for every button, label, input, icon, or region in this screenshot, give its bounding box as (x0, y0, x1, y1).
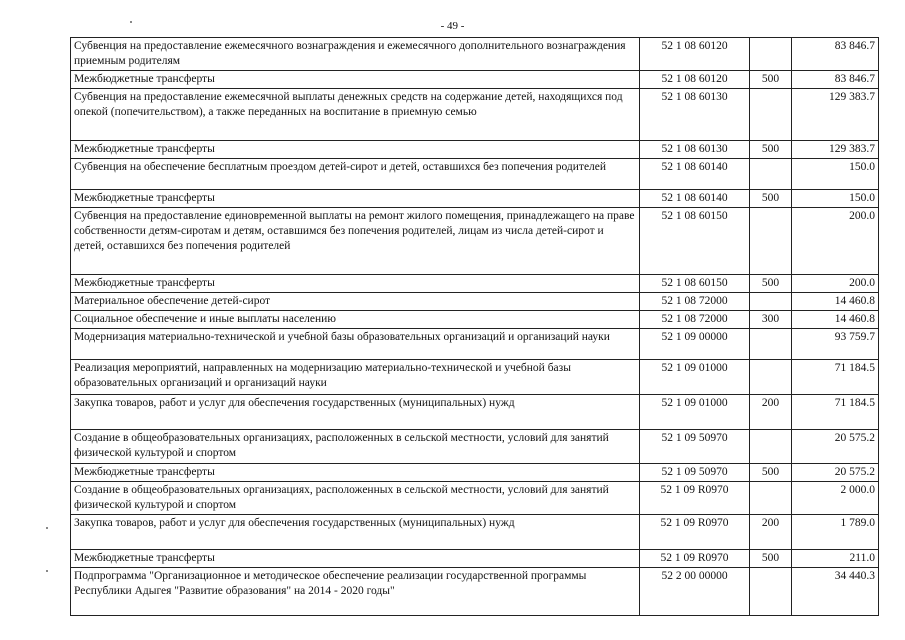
row-sum: 129 383.7 (792, 89, 879, 141)
row-code: 52 1 09 R0970 (640, 550, 750, 568)
row-type (750, 482, 792, 515)
row-sum: 14 460.8 (792, 311, 879, 329)
row-code: 52 1 08 72000 (640, 311, 750, 329)
table-row (71, 395, 879, 430)
table-row (71, 568, 879, 616)
row-sum: 2 000.0 (792, 482, 879, 515)
row-code: 52 1 09 R0970 (640, 515, 750, 550)
row-sum: 20 575.2 (792, 430, 879, 464)
table-row (71, 293, 879, 311)
row-sum: 200.0 (792, 275, 879, 293)
table-row (71, 141, 879, 159)
row-type: 200 (750, 515, 792, 550)
table-row (71, 515, 879, 550)
row-sum: 71 184.5 (792, 395, 879, 430)
row-code: 52 1 09 01000 (640, 395, 750, 430)
row-sum: 93 759.7 (792, 329, 879, 360)
row-code: 52 1 08 60150 (640, 208, 750, 275)
row-type: 500 (750, 71, 792, 89)
row-sum: 34 440.3 (792, 568, 879, 616)
row-name: Создание в общеобразовательных организациях, расположенных в сельской местности, условий для занятий физической культурой и спортом (71, 430, 640, 464)
row-type: 500 (750, 275, 792, 293)
table-row (71, 329, 879, 360)
row-sum: 150.0 (792, 159, 879, 190)
row-name: Подпрограмма "Организационное и методическое обеспечение реализации государственной программы Республики Адыгея "Развитие образования" на 2014 - 2020 годы" (71, 568, 640, 616)
row-name: Модернизация материально-технической и учебной базы образовательных организаций и организаций науки (71, 329, 640, 360)
row-type: 500 (750, 141, 792, 159)
row-sum: 83 846.7 (792, 71, 879, 89)
table-row (71, 71, 879, 89)
row-code: 52 1 09 R0970 (640, 482, 750, 515)
row-name: Межбюджетные трансферты (71, 464, 640, 482)
scan-speck (46, 527, 48, 529)
row-code: 52 1 08 60130 (640, 89, 750, 141)
row-name: Материальное обеспечение детей-сирот (71, 293, 640, 311)
row-code: 52 1 09 50970 (640, 430, 750, 464)
row-sum: 1 789.0 (792, 515, 879, 550)
row-name: Субвенция на обеспечение бесплатным проездом детей-сирот и детей, оставшихся без попечения родителей (71, 159, 640, 190)
row-code: 52 1 08 60140 (640, 190, 750, 208)
table-row (71, 550, 879, 568)
row-code: 52 1 08 60130 (640, 141, 750, 159)
row-type: 200 (750, 395, 792, 430)
row-code: 52 1 08 60120 (640, 71, 750, 89)
table-row (71, 482, 879, 515)
scan-speck (130, 21, 132, 23)
row-type (750, 38, 792, 71)
row-name: Межбюджетные трансферты (71, 141, 640, 159)
row-name: Закупка товаров, работ и услуг для обеспечения государственных (муниципальных) нужд (71, 395, 640, 430)
row-sum: 200.0 (792, 208, 879, 275)
row-code: 52 1 08 60140 (640, 159, 750, 190)
row-code: 52 1 09 01000 (640, 360, 750, 395)
row-type (750, 208, 792, 275)
row-sum: 20 575.2 (792, 464, 879, 482)
scan-speck (46, 570, 48, 572)
row-code: 52 1 08 72000 (640, 293, 750, 311)
row-name: Реализация мероприятий, направленных на модернизацию материально-технической и учебной базы образовательных организаций и организаций науки (71, 360, 640, 395)
page-number: - 49 - (440, 20, 465, 32)
table-row (71, 430, 879, 464)
budget-table (70, 37, 879, 616)
row-name: Межбюджетные трансферты (71, 190, 640, 208)
row-code: 52 1 09 00000 (640, 329, 750, 360)
row-type: 500 (750, 464, 792, 482)
row-name: Субвенция на предоставление ежемесячной выплаты денежных средств на содержание детей, находящихся под опекой (попечительством), а также переданных на воспитание в приемную семью (71, 89, 640, 141)
row-name: Закупка товаров, работ и услуг для обеспечения государственных (муниципальных) нужд (71, 515, 640, 550)
row-name: Межбюджетные трансферты (71, 550, 640, 568)
table-row (71, 89, 879, 141)
table-row (71, 208, 879, 275)
row-type (750, 159, 792, 190)
row-name: Субвенция на предоставление единовременной выплаты на ремонт жилого помещения, принадлежащего на праве собственности детям-сиротам и детям, оставшимся без попечения родителей, лицам из числа детей-сирот и детей, оставшихся без попечения родителей (71, 208, 640, 275)
row-sum: 211.0 (792, 550, 879, 568)
row-name: Субвенция на предоставление ежемесячного вознаграждения и ежемесячного дополнительного вознаграждения приемным родителям (71, 38, 640, 71)
row-type: 500 (750, 190, 792, 208)
row-sum: 83 846.7 (792, 38, 879, 71)
table-row (71, 38, 879, 71)
table-row (71, 360, 879, 395)
row-type (750, 89, 792, 141)
table-row (71, 159, 879, 190)
table-row (71, 311, 879, 329)
row-sum: 14 460.8 (792, 293, 879, 311)
table-row (71, 190, 879, 208)
row-sum: 71 184.5 (792, 360, 879, 395)
row-type (750, 293, 792, 311)
table-row (71, 275, 879, 293)
row-code: 52 1 08 60150 (640, 275, 750, 293)
table-row (71, 464, 879, 482)
row-type (750, 568, 792, 616)
row-type (750, 430, 792, 464)
row-name: Создание в общеобразовательных организациях, расположенных в сельской местности, условий для занятий физической культурой и спортом (71, 482, 640, 515)
row-code: 52 1 08 60120 (640, 38, 750, 71)
row-name: Социальное обеспечение и иные выплаты населению (71, 311, 640, 329)
row-name: Межбюджетные трансферты (71, 71, 640, 89)
row-sum: 129 383.7 (792, 141, 879, 159)
row-code: 52 1 09 50970 (640, 464, 750, 482)
row-type: 500 (750, 550, 792, 568)
row-type (750, 329, 792, 360)
row-name: Межбюджетные трансферты (71, 275, 640, 293)
row-type: 300 (750, 311, 792, 329)
row-code: 52 2 00 00000 (640, 568, 750, 616)
row-type (750, 360, 792, 395)
row-sum: 150.0 (792, 190, 879, 208)
